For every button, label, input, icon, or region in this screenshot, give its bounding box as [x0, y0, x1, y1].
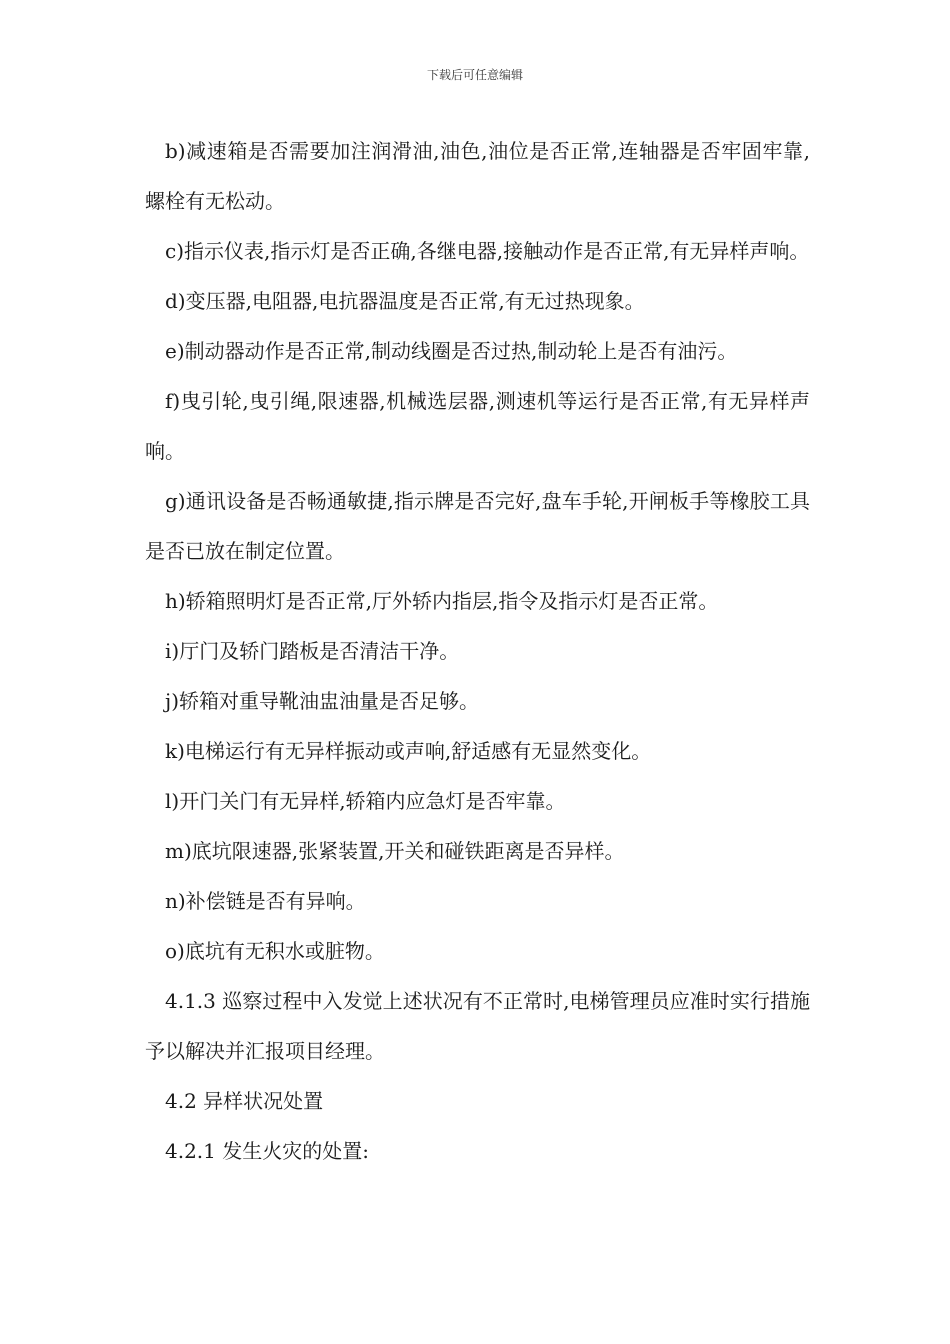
paragraph-4-1-3: 4.1.3 巡察过程中入发觉上述状况有不正常时,电梯管理员应准时实行措施予以解决并汇报项目经理。	[145, 989, 810, 1063]
paragraph-f: f)曳引轮,曳引绳,限速器,机械选层器,测速机等运行是否正常,有无异样声响。	[145, 389, 810, 463]
paragraph-h: h)轿箱照明灯是否正常,厅外轿内指层,指令及指示灯是否正常。	[165, 589, 719, 613]
paragraph-k: k)电梯运行有无异样振动或声响,舒适感有无显然变化。	[165, 739, 652, 763]
page-header: 下载后可任意编辑	[426, 68, 523, 82]
paragraph-m: m)底坑限速器,张紧装置,开关和碰铁距离是否异样。	[165, 839, 625, 863]
paragraph-e: e)制动器动作是否正常,制动线圈是否过热,制动轮上是否有油污。	[165, 339, 738, 363]
paragraph-l: l)开门关门有无异样,轿箱内应急灯是否牢靠。	[165, 789, 566, 813]
paragraph-o: o)底坑有无积水或脏物。	[165, 939, 385, 963]
paragraph-j: j)轿箱对重导靴油盅油量是否足够。	[165, 689, 480, 713]
section-heading-4-2: 4.2 异样状况处置	[165, 1089, 324, 1113]
paragraph-g: g)通讯设备是否畅通敏捷,指示牌是否完好,盘车手轮,开闸板手等橡胶工具是否已放在制定位置。	[145, 489, 810, 563]
paragraph-b: b)减速箱是否需要加注润滑油,油色,油位是否正常,连轴器是否牢固牢靠,螺栓有无松动。	[145, 139, 810, 213]
paragraph-i: i)厅门及轿门踏板是否清洁干净。	[165, 639, 460, 663]
section-heading-4-2-1: 4.2.1 发生火灾的处置:	[165, 1139, 369, 1163]
paragraph-n: n)补偿链是否有异响。	[165, 889, 366, 913]
paragraph-d: d)变压器,电阻器,电抗器温度是否正常,有无过热现象。	[165, 289, 645, 313]
paragraph-c: c)指示仪表,指示灯是否正确,各继电器,接触动作是否正常,有无异样声响。	[165, 239, 810, 263]
document-body	[145, 126, 810, 1176]
